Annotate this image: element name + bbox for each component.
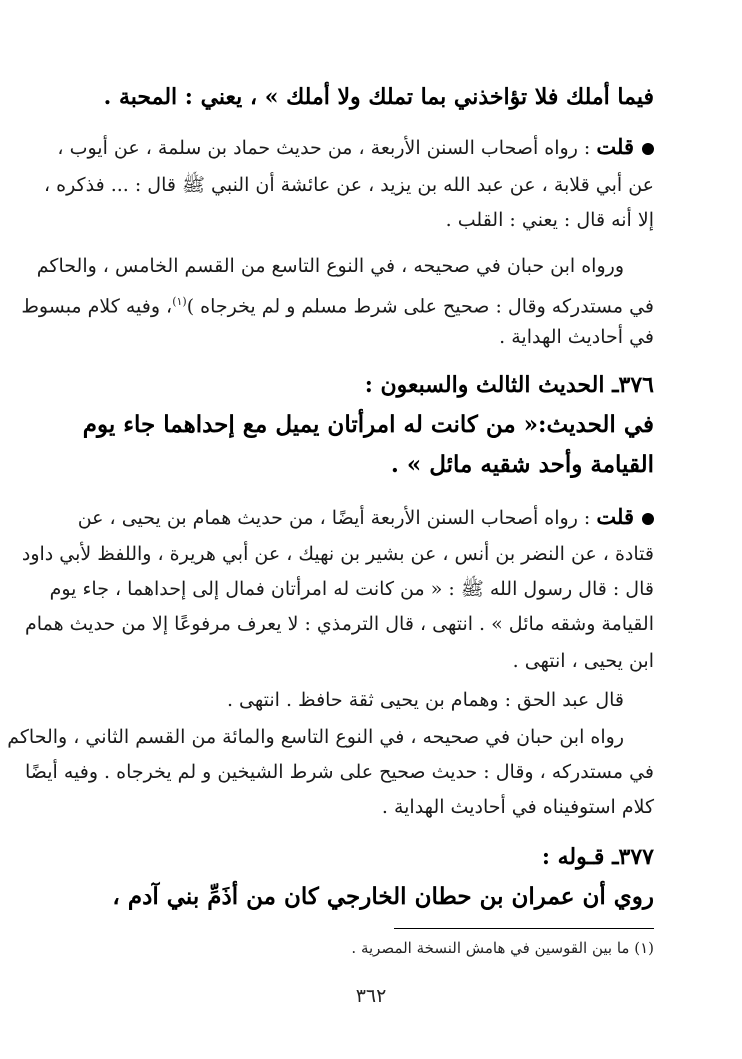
text-line-11-body: : رواه أصحاب السنن الأربعة أيضًا ، من حديث همام بن يحيى ، عن: [77, 507, 591, 529]
text-line-3: عن أبي قلابة ، عن عبد الله بن يزيد ، عن عائشة أن النبي ﷺ قال : ... فذكره ،: [43, 174, 654, 196]
bullet-icon: [642, 143, 654, 155]
text-line-2-body: : رواه أصحاب السنن الأربعة ، من حديث حماد بن سلمة ، عن أيوب ،: [57, 137, 591, 159]
text-line-10: القيامة وأحد شقيه مائل » .: [390, 451, 654, 478]
text-line-6-a: في مستدركه وقال : صحيح على شرط مسلم و لم يخرجاه ): [186, 295, 654, 318]
text-line-13: قال : قال رسول الله ﷺ : « من كانت له امرأتان فمال إلى إحداهما ، جاء يوم: [49, 578, 654, 600]
footnote-divider: [394, 928, 654, 929]
text-line-16: قال عبد الحق : وهمام بن يحيى ثقة حافظ . انتهى .: [226, 689, 624, 711]
page-number: ٣٦٢: [355, 985, 387, 1007]
hadith-heading-376: ٣٧٦ـ الحديث الثالث والسبعون :: [364, 372, 654, 398]
text-line-6-b: ، وفيه كلام مبسوط: [21, 295, 173, 318]
text-line-11: [78, 500, 654, 535]
text-line-19: كلام استوفيناه في أحاديث الهداية .: [381, 796, 654, 818]
bullet-icon: [642, 513, 654, 525]
qult-label: قلت: [596, 504, 634, 529]
text-line-17: رواه ابن حبان في صحيحه ، في النوع التاسع والمائة من القسم الثاني ، والحاكم: [7, 726, 624, 748]
text-line-15: ابن يحيى ، انتهى .: [512, 650, 654, 672]
text-line-2: [57, 130, 654, 165]
text-line-14: القيامة وشقه مائل » . انتهى ، قال الترمذي : لا يعرف مرفوعًا إلا من حديث همام: [25, 613, 654, 635]
text-line-7: في أحاديث الهداية .: [499, 326, 654, 348]
text-line-1: فيما أملك فلا تؤاخذني بما تملك ولا أملك » ، يعني : المحبة .: [103, 84, 654, 110]
text-line-5: ورواه ابن حبان في صحيحه ، في النوع التاسع من القسم الخامس ، والحاكم: [36, 255, 624, 277]
footnote-marker: (١): [172, 295, 187, 308]
text-line-21: روي أن عمران بن حطان الخارجي كان من أذَمِّ بني آدم ،: [112, 883, 654, 910]
text-line-12: قتادة ، عن النضر بن أنس ، عن بشير بن نهيك ، عن أبي هريرة ، واللفظ لأبي داود: [21, 543, 654, 565]
text-line-6: [21, 285, 654, 323]
qult-label: قلت: [596, 134, 634, 159]
footnote: (١) ما بين القوسين في هامش النسخة المصرية .: [351, 939, 654, 957]
hadith-heading-377: ٣٧٧ـ قـوله :: [541, 844, 654, 870]
text-line-9: في الحديث:« من كانت له امرأتان يميل مع إحداهما جاء يوم: [82, 411, 654, 438]
text-line-18: في مستدركه ، وقال : حديث صحيح على شرط الشيخين و لم يخرجاه . وفيه أيضًا: [24, 761, 654, 783]
text-line-4: إلا أنه قال : يعني : القلب .: [445, 209, 654, 231]
